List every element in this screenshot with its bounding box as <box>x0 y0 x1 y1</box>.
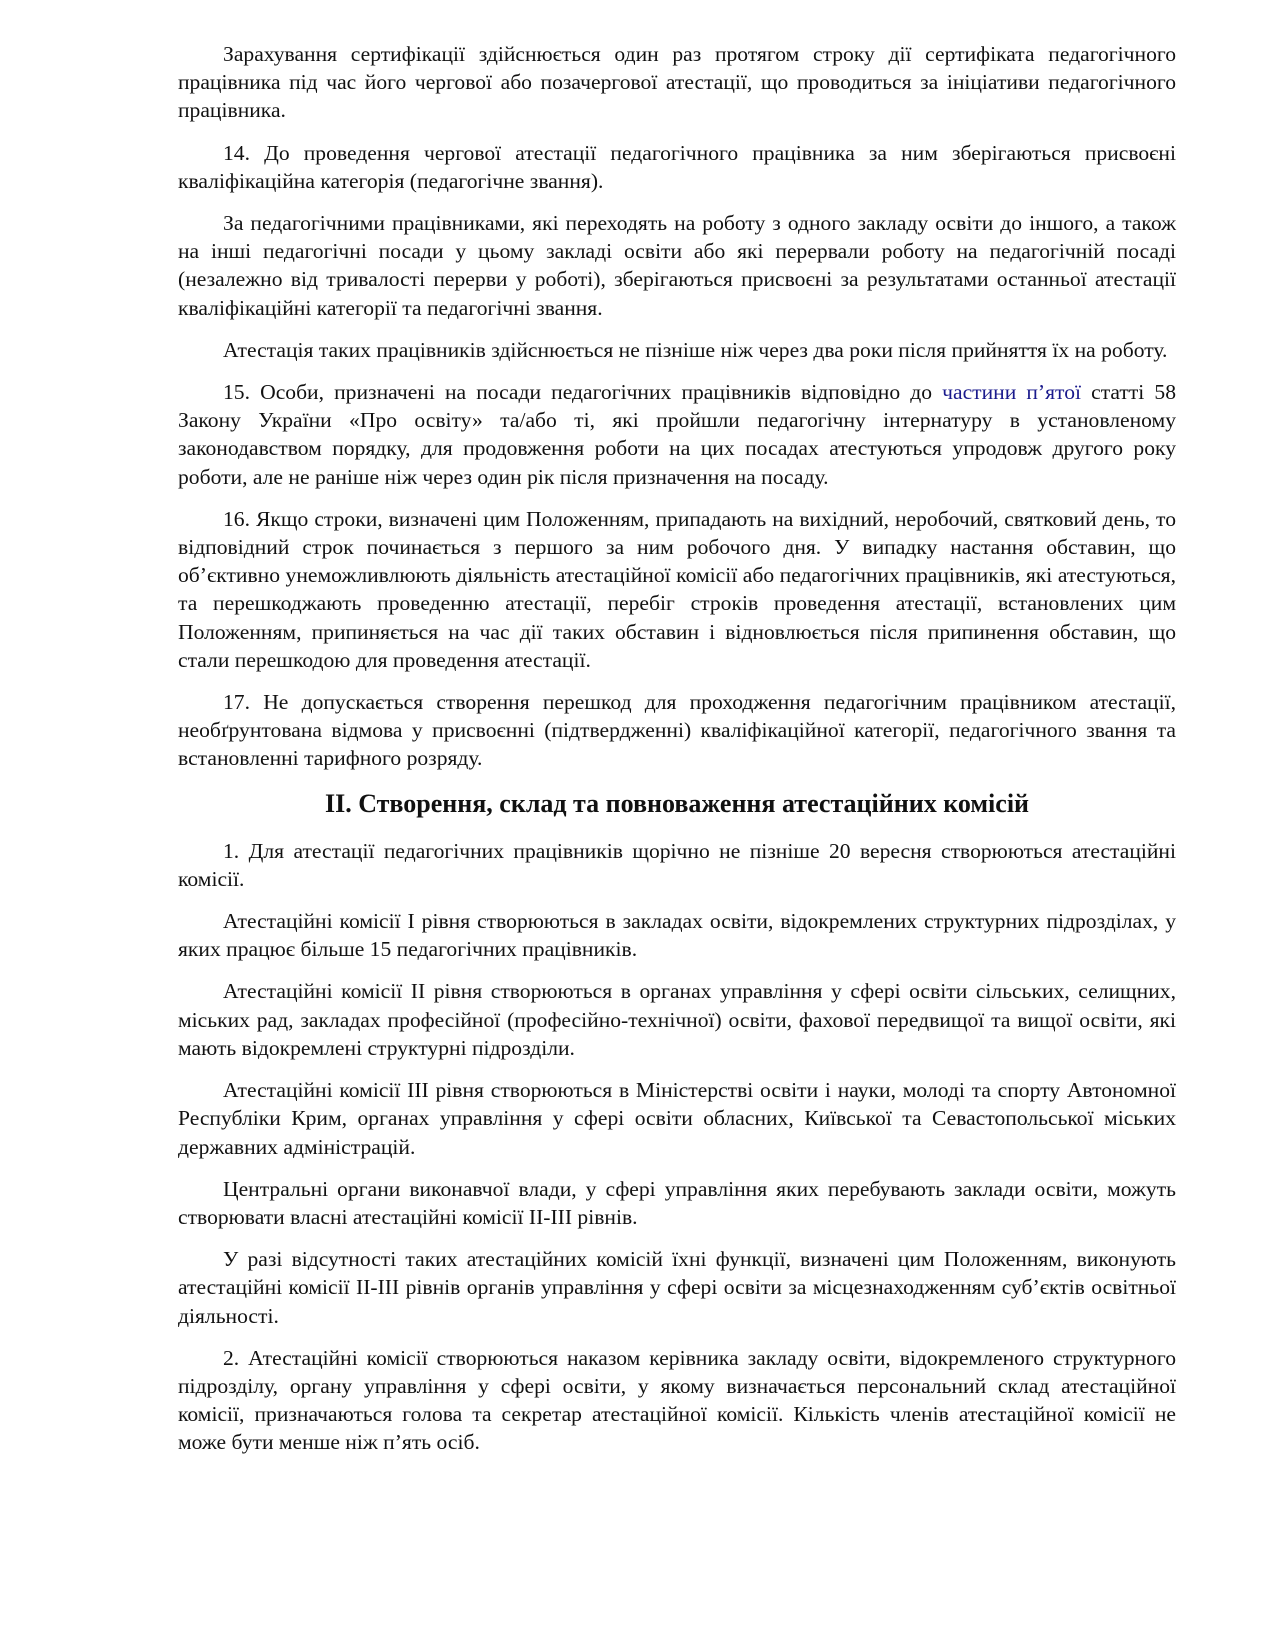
paragraph-section2-item-1: 1. Для атестації педагогічних працівників щорічно не пізніше 20 вересня створюються атестаційні комісії. <box>178 838 1176 891</box>
paragraph-item-15-end: статті 58 Закону України «Про освіту» та/або ті, які пройшли педагогічну інтернатуру в установленому законодавством порядку, для продовження роботи на цих посадах атестуються упродовж другого року роботи, але не раніше ніж через один рік після призначення на посаду. <box>178 380 1176 489</box>
paragraph-item-17: 17. Не допускається створення перешкод для проходження педагогічним працівником атестації, необґрунтована відмова у присвоєнні (підтвердженні) кваліфікаційної категорії, педагогічного звання та встановленні тарифного розряду. <box>178 690 1176 771</box>
paragraph-level-2-commissions: Атестаційні комісії II рівня створюються в органах управління у сфері освіти сільських, селищних, міських рад, закладах професійної (професійно-технічної) освіти, фахової передвищої та вищої освіти, які мають відокремлені структурні підрозділи. <box>178 979 1176 1060</box>
paragraph-absence-of-commissions: У разі відсутності таких атестаційних комісій їхні функції, визначені цим Положенням, виконують атестаційні комісії II-III рівнів органів управління у сфері освіти за місцезнаходженням суб’єктів освітньої діяльності. <box>178 1247 1176 1328</box>
paragraph-level-1-commissions: Атестаційні комісії I рівня створюються в закладах освіти, відокремлених структурних підрозділах, у яких працює більше 15 педагогічних працівників. <box>178 909 1176 962</box>
paragraph-central-authorities: Центральні органи виконавчої влади, у сфері управління яких перебувають заклади освіти, можуть створювати власні атестаційні комісії II-III рівнів. <box>178 1176 1176 1229</box>
section-heading: II. Створення, склад та повноваження атестаційних комісій <box>324 788 1030 818</box>
paragraph-item-14: 14. До проведення чергової атестації педагогічного працівника за ним зберігаються присвоєні кваліфікаційна категорія (педагогічне звання). <box>178 140 1176 193</box>
law-part-five-link[interactable]: частини п’ятої <box>942 380 1081 405</box>
paragraph-item-16: 16. Якщо строки, визначені цим Положенням, припадають на вихідний, неробочий, святковий день, то відповідний строк починається з першого за ним робочого дня. У випадку настання обставин, що об’єктивно унеможливлюють діяльність атестаційної комісії або педагогічних працівників, які атестуються, та перешкоджають проведенню атестації, перебіг строків проведення атестації, встановлених цим Положенням, припиняється на час дії таких обставин і відновлюється після припинення обставин, що стали перешкодою для проведення атестації. <box>178 506 1176 672</box>
paragraph-certification-credit: Зарахування сертифікації здійснюється один раз протягом строку дії сертифіката педагогічного працівника під час його чергової або позачергової атестації, що проводиться за ініціативи педагогічного працівника. <box>178 42 1176 123</box>
paragraph-attestation-deadline: Атестація таких працівників здійснюється не пізніше ніж через два роки після прийняття їх на роботу. <box>223 337 1168 362</box>
paragraph-item-15 <box>178 378 1176 491</box>
paragraph-transfer-workers: За педагогічними працівниками, які переходять на роботу з одного закладу освіти до іншого, а також на інші педагогічні посади у цьому закладі освіти або які перервали роботу на педагогічній посаді (незалежно від тривалості перерви у роботі), зберігаються присвоєні за результатами останньої атестації кваліфікаційні категорії та педагогічні звання. <box>178 211 1176 320</box>
document-page <box>178 40 1176 1471</box>
paragraph-section2-item-2: 2. Атестаційні комісії створюються наказом керівника закладу освіти, відокремленого структурного підрозділу, органу управління у сфері освіти, у якому визначається персональний склад атестаційної комісії, призначаються голова та секретар атестаційної комісії. Кількість членів атестаційної комісії не може бути менше ніж п’ять осіб. <box>178 1345 1176 1455</box>
paragraph-item-15-start: 15. Особи, призначені на посади педагогічних працівників відповідно до <box>223 380 943 405</box>
paragraph-level-3-commissions: Атестаційні комісії III рівня створюються в Міністерстві освіти і науки, молоді та спорту Автономної Республіки Крим, органах управління у сфері освіти обласних, Київської та Севастопольської міських державних адміністрацій. <box>178 1078 1176 1159</box>
